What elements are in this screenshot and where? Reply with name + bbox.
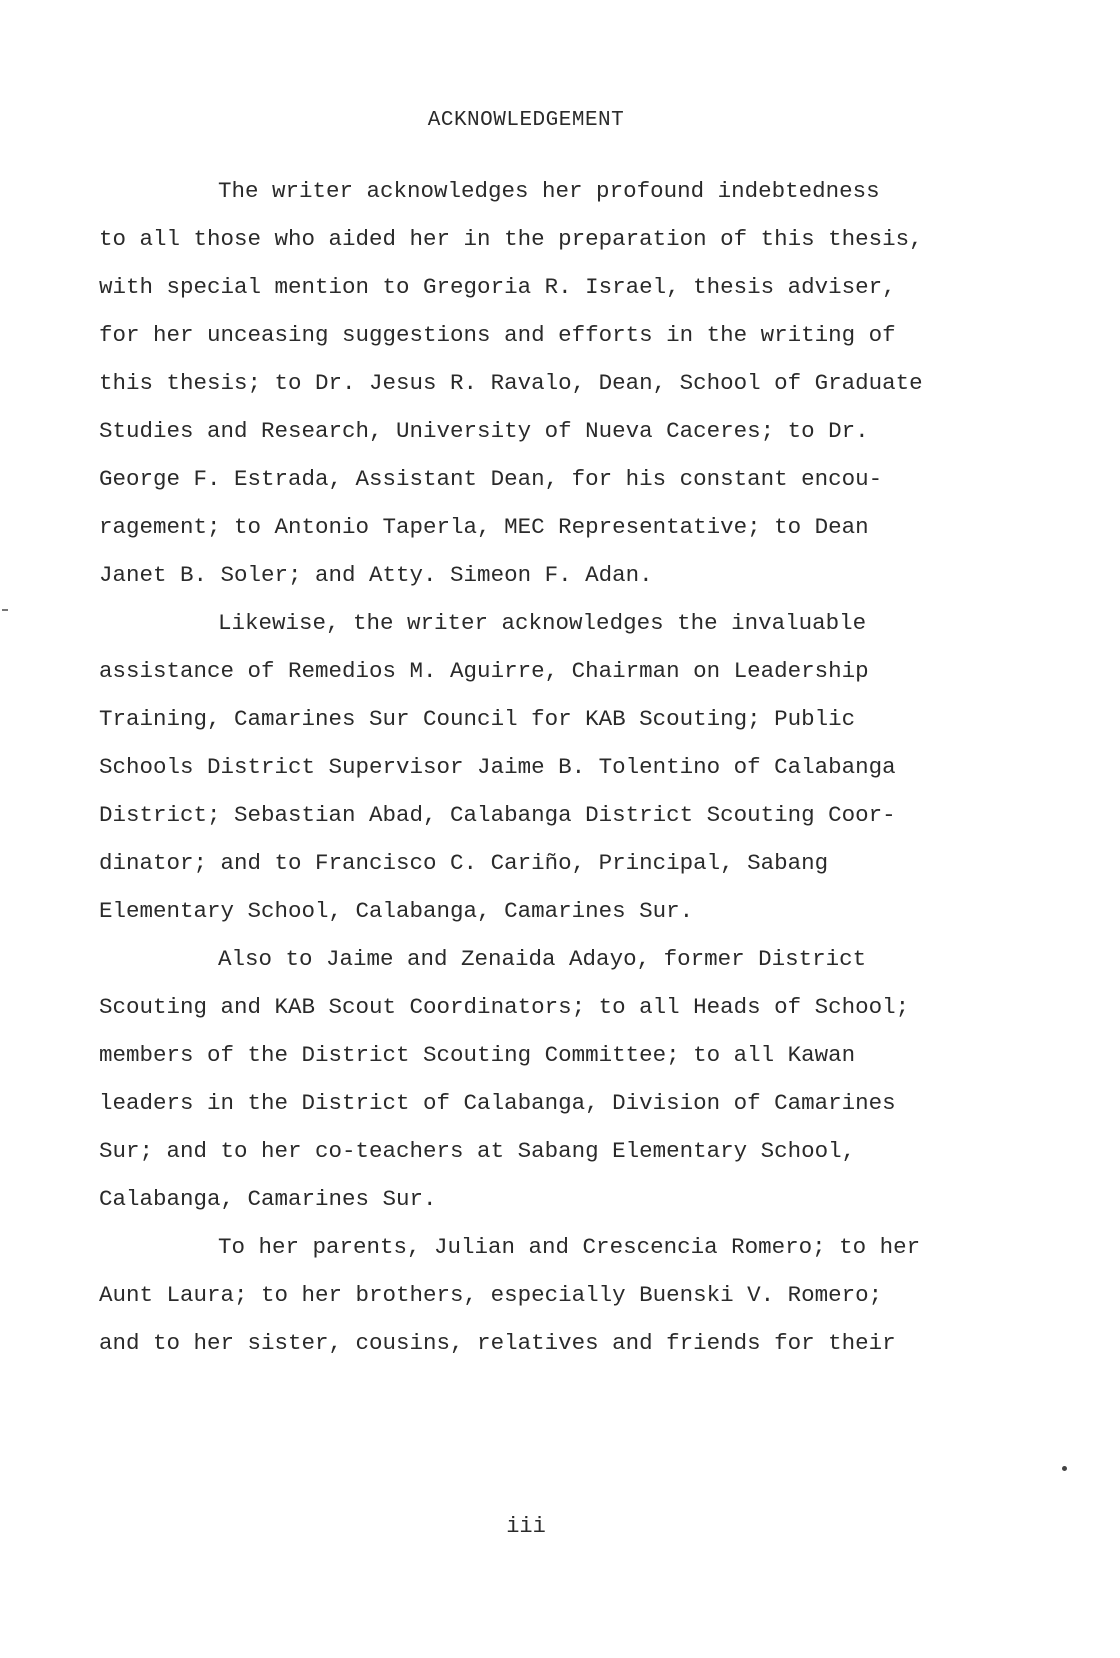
text-line: Scouting and KAB Scout Coordinators; to all Heads of School; xyxy=(99,994,910,1020)
text-line: ragement; to Antonio Taperla, MEC Representative; to Dean xyxy=(99,514,869,540)
scan-speck xyxy=(1062,1466,1067,1471)
text-line: Training, Camarines Sur Council for KAB Scouting; Public xyxy=(99,706,856,732)
text-line: Likewise, the writer acknowledges the invaluable xyxy=(218,610,867,636)
text-line: Studies and Research, University of Nueva Caceres; to Dr. xyxy=(99,418,869,444)
scan-edge-mark xyxy=(2,609,8,611)
page-number: iii xyxy=(506,1514,546,1539)
text-line: and to her sister, cousins, relatives and friends for their xyxy=(99,1330,896,1356)
text-line: The writer acknowledges her profound indebtedness xyxy=(218,178,880,204)
text-line: Sur; and to her co-teachers at Sabang Elementary School, xyxy=(99,1138,856,1164)
text-line: To her parents, Julian and Crescencia Romero; to her xyxy=(218,1234,921,1260)
text-line: Calabanga, Camarines Sur. xyxy=(99,1186,437,1212)
text-line: Janet B. Soler; and Atty. Simeon F. Adan. xyxy=(99,562,653,588)
text-line: Also to Jaime and Zenaida Adayo, former District xyxy=(218,946,867,972)
text-line: this thesis; to Dr. Jesus R. Ravalo, Dean, School of Graduate xyxy=(99,370,923,396)
text-line: assistance of Remedios M. Aguirre, Chairman on Leadership xyxy=(99,658,869,684)
text-line: with special mention to Gregoria R. Israel, thesis adviser, xyxy=(99,274,896,300)
text-line: George F. Estrada, Assistant Dean, for his constant encou- xyxy=(99,466,883,492)
text-line: for her unceasing suggestions and efforts in the writing of xyxy=(99,322,896,348)
text-line: leaders in the District of Calabanga, Division of Camarines xyxy=(99,1090,896,1116)
text-line: Aunt Laura; to her brothers, especially Buenski V. Romero; xyxy=(99,1282,883,1308)
text-line: Elementary School, Calabanga, Camarines Sur. xyxy=(99,898,694,924)
text-line: dinator; and to Francisco C. Cariño, Principal, Sabang xyxy=(99,850,829,876)
text-line: District; Sebastian Abad, Calabanga District Scouting Coor- xyxy=(99,802,896,828)
text-line: Schools District Supervisor Jaime B. Tolentino of Calabanga xyxy=(99,754,896,780)
page-title: ACKNOWLEDGEMENT xyxy=(427,109,625,132)
text-line: to all those who aided her in the preparation of this thesis, xyxy=(99,226,923,252)
text-line: members of the District Scouting Committee; to all Kawan xyxy=(99,1042,856,1068)
